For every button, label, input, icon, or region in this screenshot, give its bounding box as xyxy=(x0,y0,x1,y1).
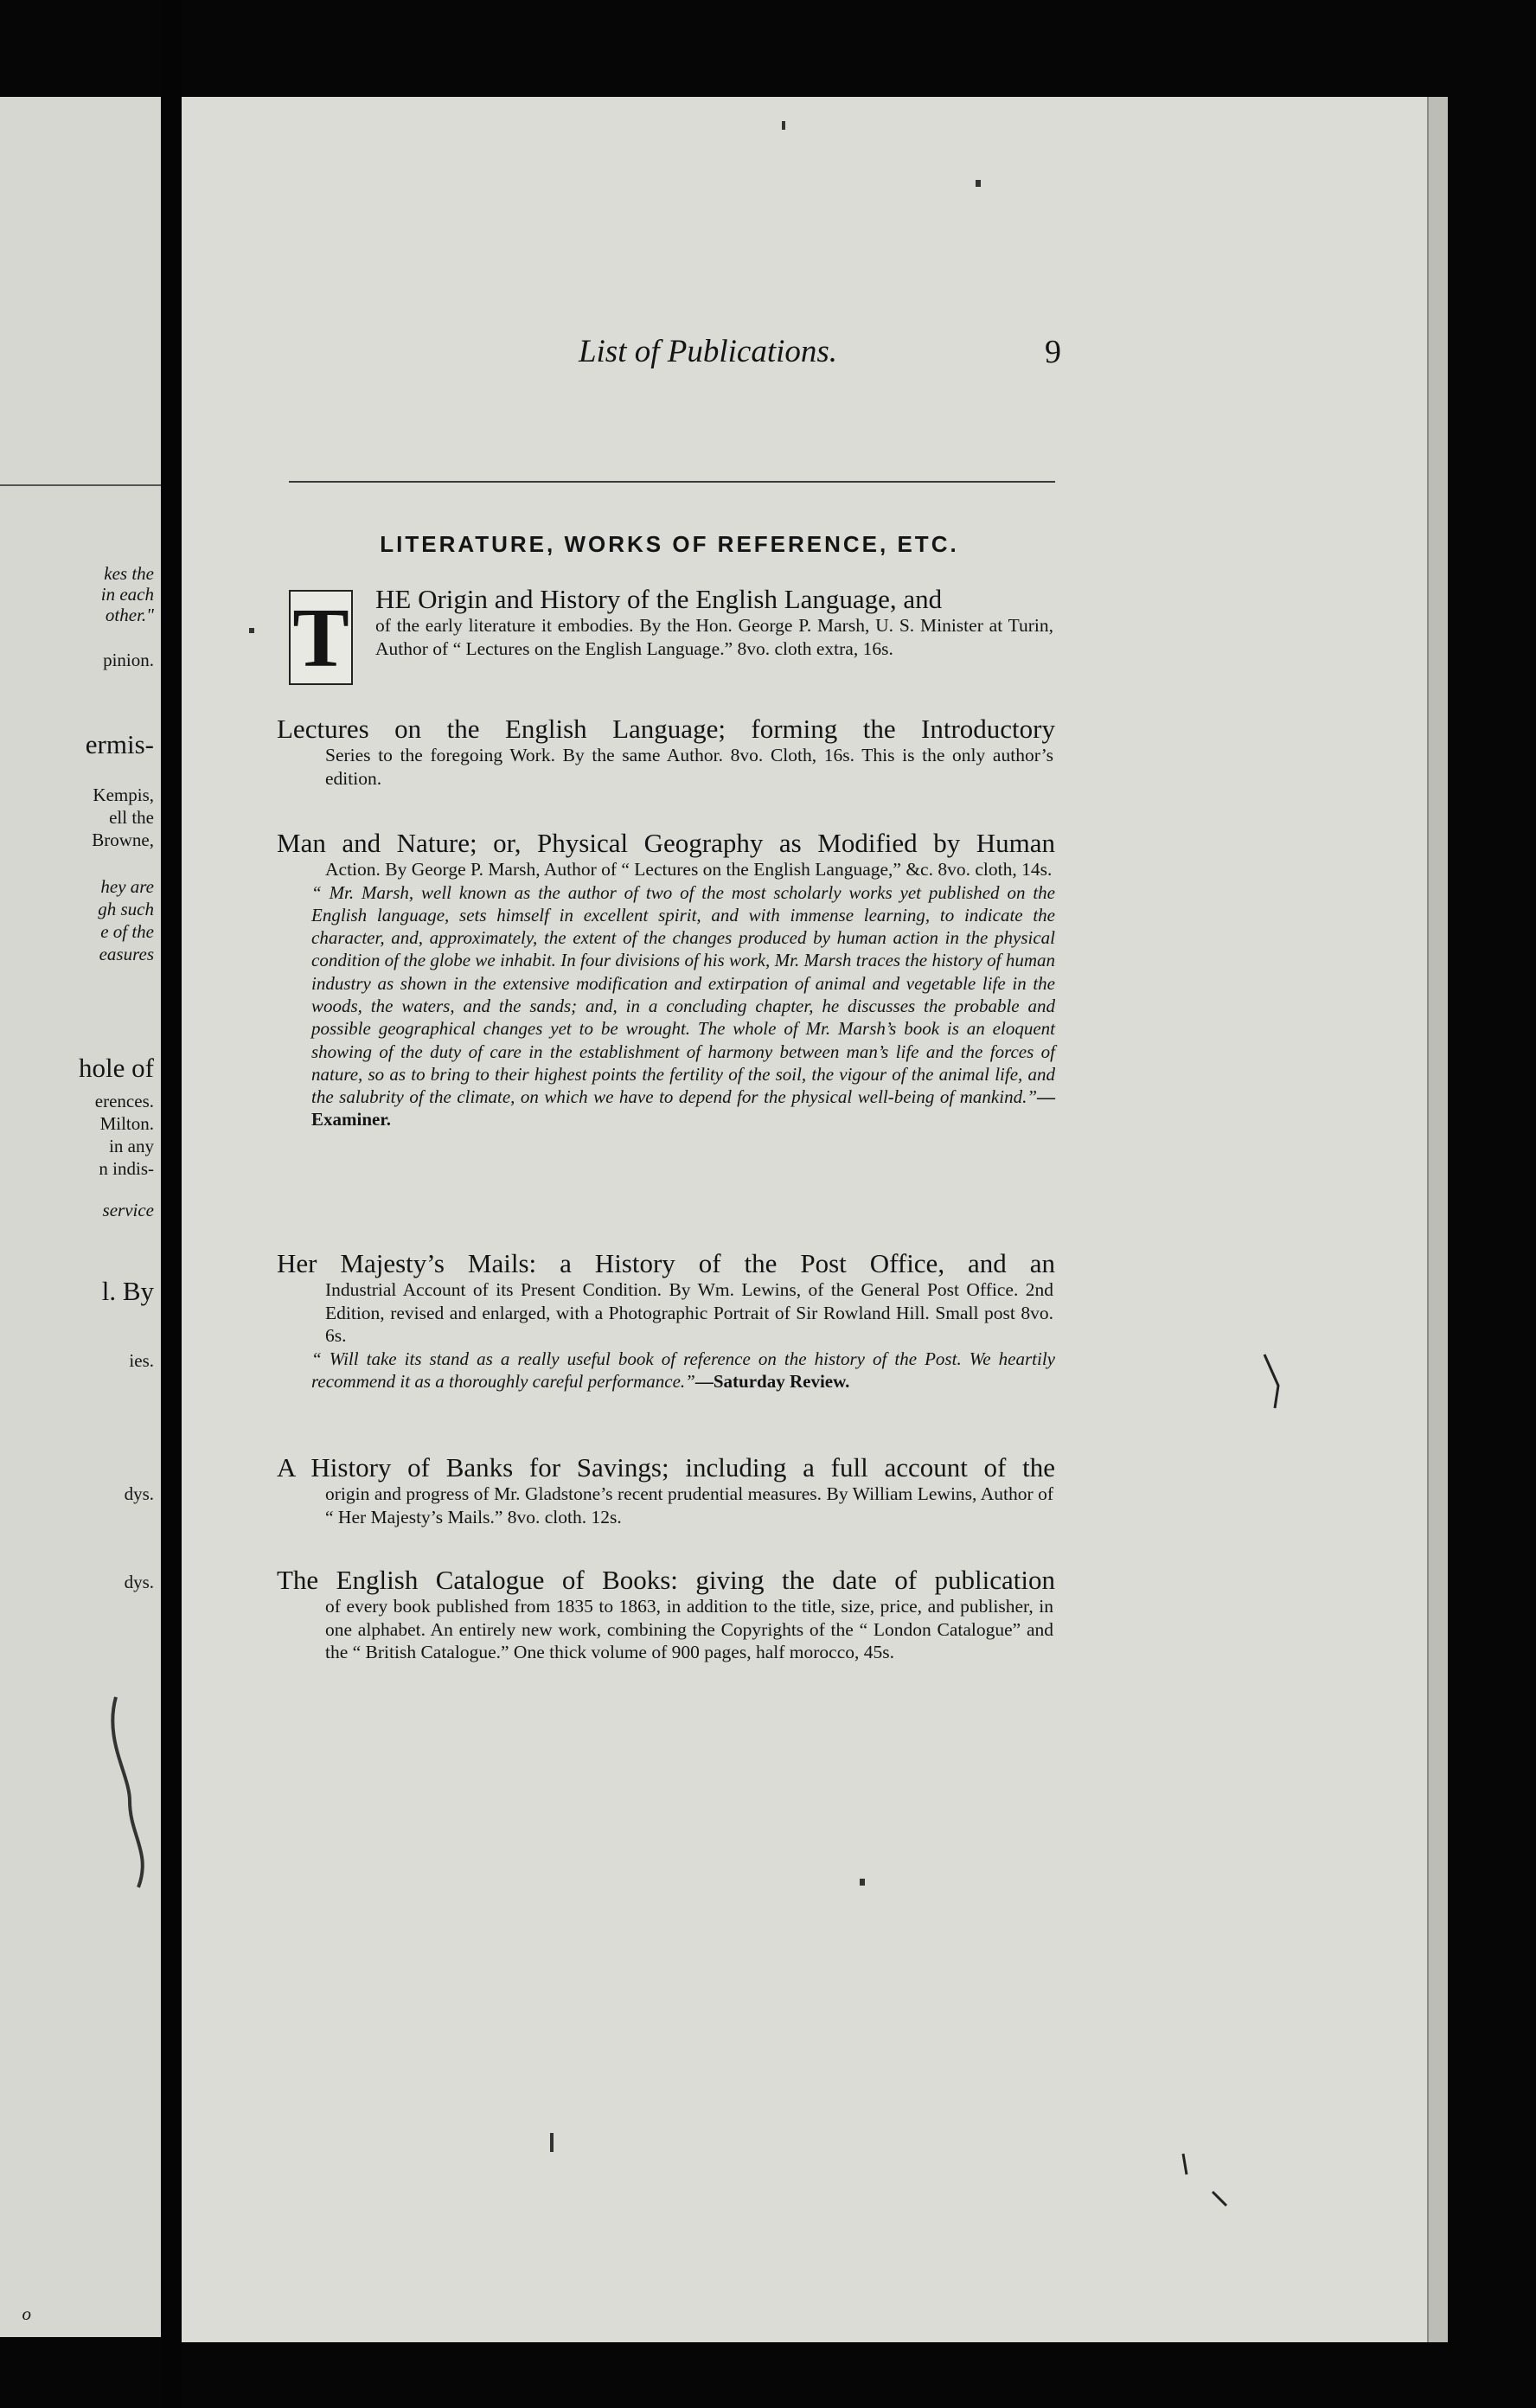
left-fragment: dys. xyxy=(124,1572,154,1592)
book-gutter xyxy=(161,0,182,2408)
review-quote xyxy=(311,881,1055,1131)
left-fragment: dys. xyxy=(124,1483,154,1504)
publication-entry xyxy=(277,1453,1055,1528)
running-head xyxy=(355,333,1061,380)
left-fragment: Kempis, xyxy=(93,785,154,805)
ink-speck xyxy=(976,180,981,187)
publication-entry xyxy=(277,584,1055,685)
drop-cap-ornament xyxy=(289,590,353,685)
review-quote xyxy=(311,1348,1055,1393)
entry-description: of the early literature it embodies. By the Hon. George P. Marsh, U. S. Minister at Turin, Author of “ Lectures on the English Language.” 8vo. cloth extra, 16s. xyxy=(375,615,1053,659)
publication-entry xyxy=(277,714,1055,790)
entry-description: Series to the foregoing Work. By the same Author. 8vo. Cloth, 16s. This is the only author’s edition. xyxy=(325,745,1053,789)
entry-title: HE Origin and History of the English Language, and xyxy=(375,584,943,614)
left-fragment: in each xyxy=(100,584,154,605)
entry-description: origin and progress of Mr. Gladstone’s recent prudential measures. By William Lewins, Author of “ Her Majesty’s Mails.” 8vo. cloth. 12s. xyxy=(325,1483,1053,1527)
left-page-rule xyxy=(0,484,161,486)
drop-cap-letter: T xyxy=(292,592,349,685)
margin-pen-mark xyxy=(1261,1351,1296,1412)
left-fragment: e of the xyxy=(100,921,154,942)
left-fragment: easures xyxy=(99,944,154,964)
quote-text: “ Will take its stand as a really useful book of reference on the history of the Post. We heartily recommend it as a thoroughly careful performance.” xyxy=(311,1348,1055,1392)
entry-description: Action. By George P. Marsh, Author of “ Lectures on the English Language,” &c. 8vo. cloth, 14s. xyxy=(325,859,1053,880)
left-fragment: Browne, xyxy=(92,829,154,850)
quote-source: —Examiner. xyxy=(311,1086,1055,1130)
entry-title: The English Catalogue of Books: giving the date of publication xyxy=(277,1565,1055,1595)
publication-entry xyxy=(277,1249,1055,1393)
entry-description: of every book published from 1835 to 1863, in addition to the title, size, price, and publisher, in one alphabet. An entirely new work, combining the Copyrights of the “ London Catalogue” and the “ British Catalogue.” One thick volume of 900 pages, half morocco, 45s. xyxy=(325,1596,1053,1662)
margin-pen-mark xyxy=(1178,2149,1230,2209)
left-fragment: n indis- xyxy=(99,1158,154,1179)
left-fragment: hole of xyxy=(79,1053,154,1083)
ink-speck xyxy=(782,121,785,130)
ink-speck xyxy=(550,2133,554,2152)
quote-text: “ Mr. Marsh, well known as the author of two of the most scholarly works yet published on the English language, sets himself in excellent spirit, and with immense learning, to indicate the character, and, approximately, the extent of the changes produced by human action in the physical condition of the globe we inhabit. In four divisions of his work, Mr. Marsh traces the history of human industry as shown in the extensive modification and extirpation of animal and vegetable life in the woods, the waters, and the sands; and, in a concluding chapter, he discusses the probable and possible geographical changes yet to be wrought. The whole of Mr. Marsh’s book is an eloquent showing of the duty of care in the establishment of harmony between man’s life and the forces of nature, so as to bring to their highest points the fertility of the soil, the vigour of the animal life, and the salubrity of the climate, on which we have to depend for the physical well-being of mankind.” xyxy=(311,881,1055,1108)
page-number: 9 xyxy=(1045,334,1061,370)
ink-speck xyxy=(860,1879,865,1886)
header-rule xyxy=(289,481,1055,483)
left-fragment: pinion. xyxy=(103,650,154,670)
left-fragment: ermis- xyxy=(85,729,154,759)
publication-entry xyxy=(277,829,1055,1131)
left-fragment: hey are xyxy=(100,876,154,897)
left-fragment: l. By xyxy=(101,1276,154,1306)
entry-description: Industrial Account of its Present Condition. By Wm. Lewins, of the General Post Office. 2nd Edition, revised and enlarged, with a Photographic Portrait of Sir Rowland Hill. Small post 8vo. 6s. xyxy=(325,1279,1053,1346)
pen-stroke-mark xyxy=(104,1688,161,1896)
section-heading: LITERATURE, WORKS OF REFERENCE, ETC. xyxy=(380,531,959,557)
publication-entry xyxy=(277,1566,1055,1664)
running-title: List of Publications. xyxy=(578,334,838,369)
left-fragment: other." xyxy=(105,605,154,625)
left-fragment: service xyxy=(102,1200,154,1220)
left-fragment: kes the xyxy=(104,563,154,584)
entry-title: Her Majesty’s Mails: a History of the Post Office, and an xyxy=(277,1248,1055,1278)
quote-source: —Saturday Review. xyxy=(694,1370,850,1392)
left-fragment: erences. xyxy=(94,1091,154,1111)
left-fragment: ies. xyxy=(129,1350,154,1371)
left-facing-page xyxy=(0,97,161,2337)
page-edge xyxy=(1427,97,1448,2342)
left-fragment: gh such xyxy=(98,899,154,919)
left-fragment: o xyxy=(22,2303,31,2324)
left-fragment: Milton. xyxy=(99,1113,154,1134)
entry-title: Man and Nature; or, Physical Geography as Modified by Human xyxy=(277,828,1055,858)
right-page xyxy=(182,97,1427,2342)
entry-title: A History of Banks for Savings; including a full account of the xyxy=(277,1452,1055,1483)
entry-title: Lectures on the English Language; forming the Introductory xyxy=(277,714,1055,744)
left-fragment: in any xyxy=(109,1136,154,1156)
left-fragment: ell the xyxy=(109,807,154,828)
ink-speck xyxy=(249,628,254,633)
